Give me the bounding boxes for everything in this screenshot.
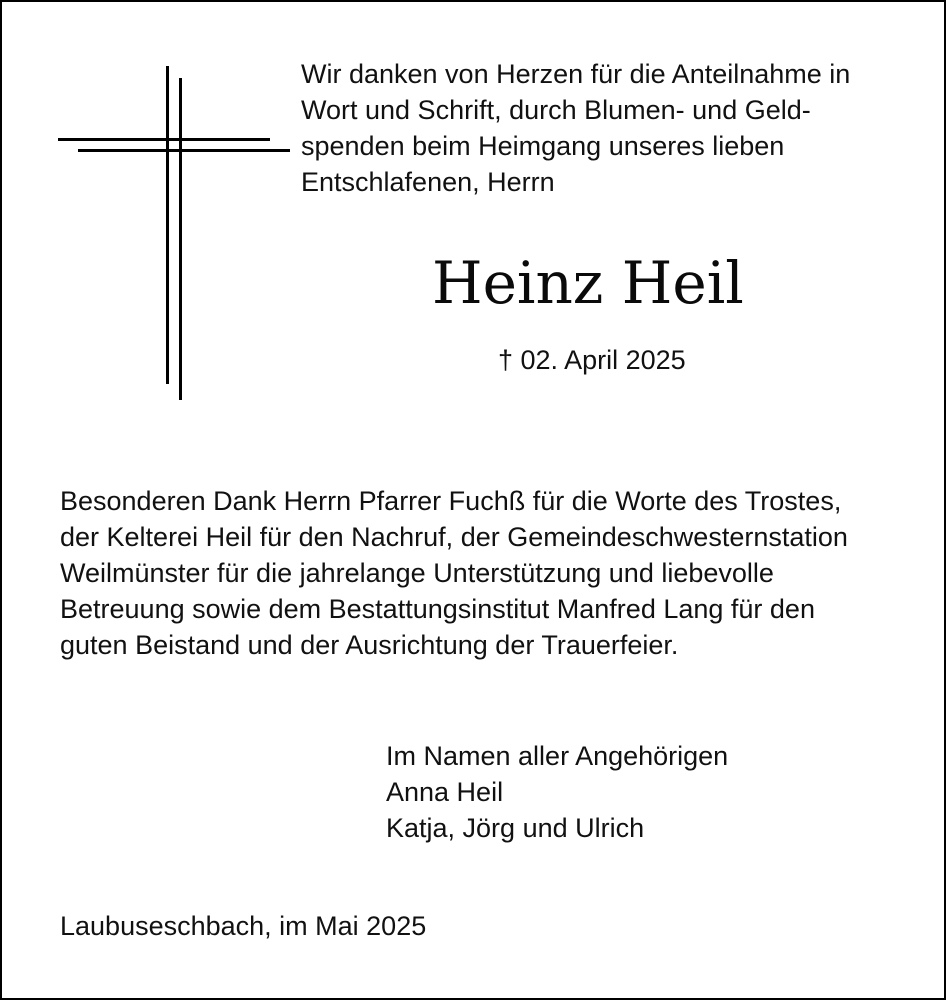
intro-line: Wir danken von Herzen für die Anteilnahme in <box>301 59 851 89</box>
death-date: † 02. April 2025 <box>498 345 686 375</box>
thanks-line: Weilmünster für die jahrelange Unterstützung und liebevolle <box>60 558 774 588</box>
intro-line: Entschlafenen, Herrn <box>301 167 555 197</box>
thanks-text <box>60 483 900 663</box>
cross-vertical-line-2 <box>179 78 182 400</box>
thanks-line: Betreuung sowie dem Bestattungsinstitut Manfred Lang für den <box>60 594 815 624</box>
cross-vertical-line-1 <box>166 66 169 384</box>
place-and-date: Laubuseschbach, im Mai 2025 <box>60 911 427 941</box>
intro-line: spenden beim Heimgang unseres lieben <box>301 131 785 161</box>
cross-icon <box>58 62 290 407</box>
cross-horizontal-line-2 <box>78 149 290 152</box>
thanks-line: guten Beistand und der Ausrichtung der Trauerfeier. <box>60 630 679 660</box>
intro-text <box>301 56 897 200</box>
signature-block <box>386 738 728 846</box>
signature-line: Im Namen aller Angehörigen <box>386 741 729 771</box>
thanks-line: Besonderen Dank Herrn Pfarrer Fuchß für die Worte des Trostes, <box>60 486 842 516</box>
signature-line: Anna Heil <box>386 777 504 807</box>
thanks-line: der Kelterei Heil für den Nachruf, der Gemeindeschwesternstation <box>60 522 848 552</box>
cross-horizontal-line-1 <box>58 138 270 141</box>
intro-line: Wort und Schrift, durch Blumen- und Geld- <box>301 95 811 125</box>
deceased-name: Heinz Heil <box>432 249 744 317</box>
signature-line: Katja, Jörg und Ulrich <box>386 813 645 843</box>
